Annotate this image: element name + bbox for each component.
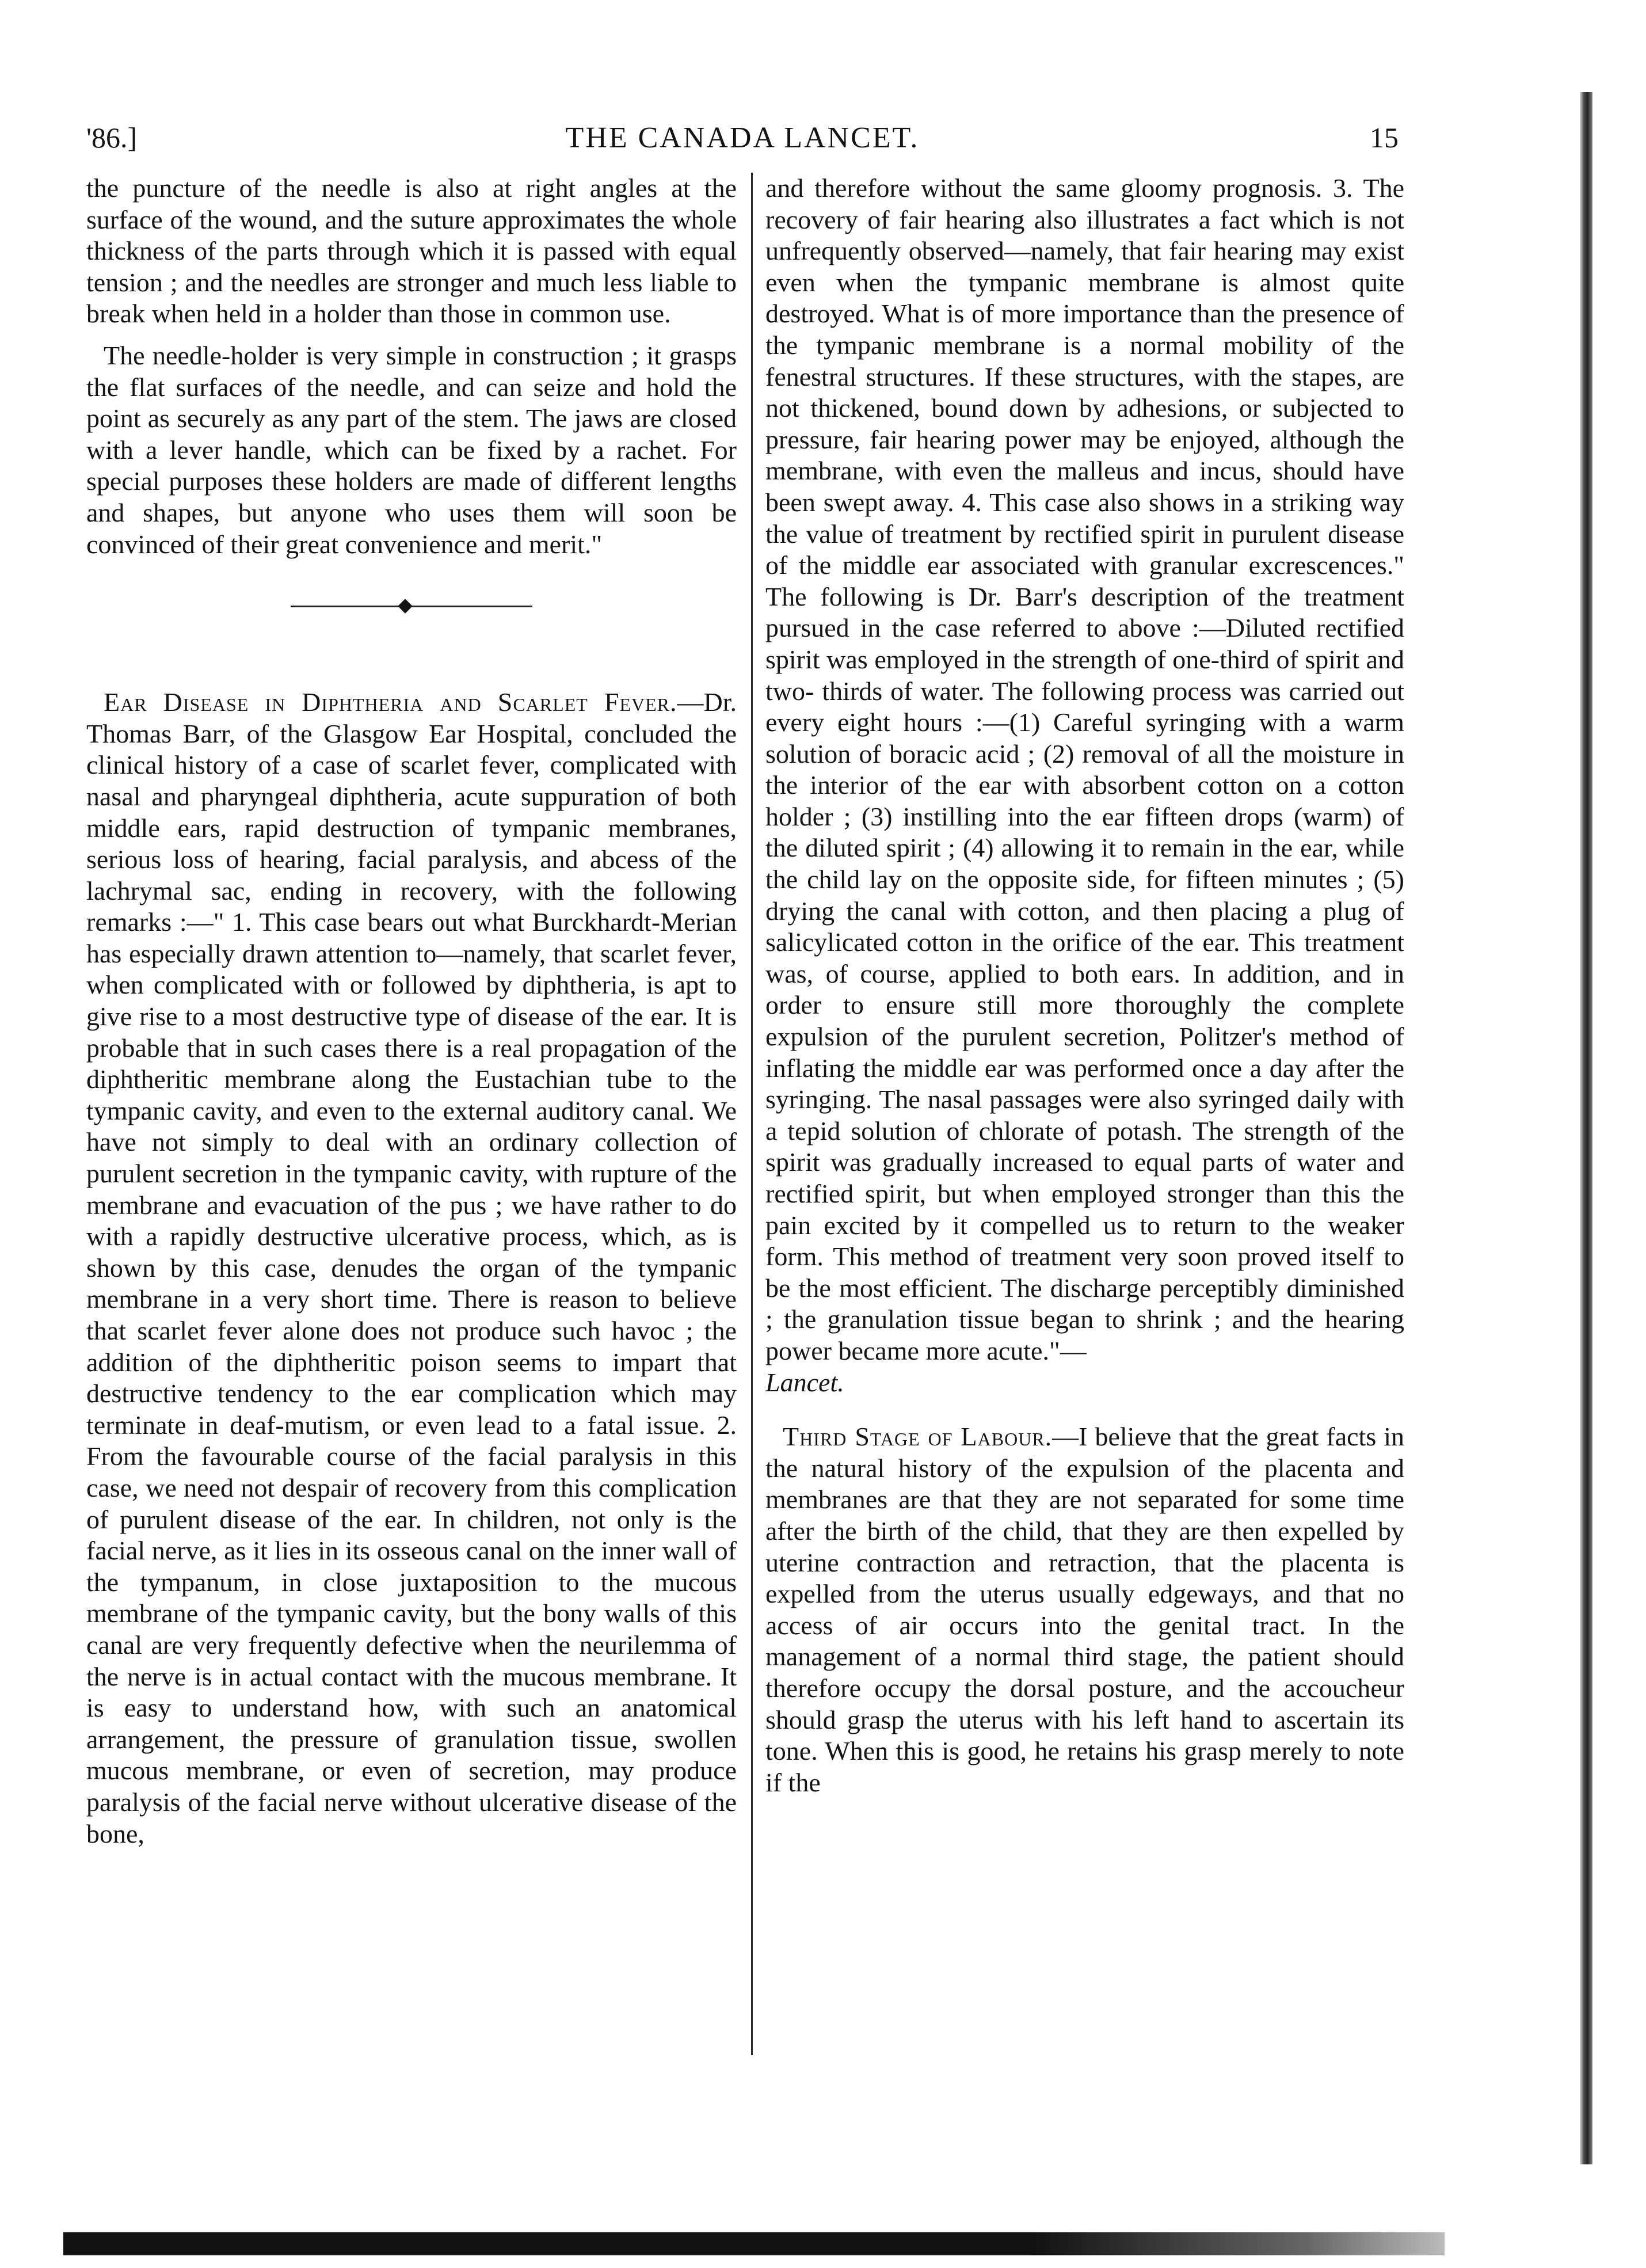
left-column (86, 173, 737, 1850)
divider-ornament (398, 599, 412, 613)
header-year: '86.] (86, 121, 138, 154)
section-divider (291, 600, 532, 612)
running-header (86, 115, 1399, 167)
column-rule (751, 173, 753, 2055)
page-number: 15 (1370, 121, 1399, 154)
ear-disease-heading: Ear Disease in Diphtheria and Scarlet Fever. (104, 687, 677, 717)
ear-disease-article (86, 687, 737, 1850)
source-citation: Lancet. (765, 1367, 844, 1397)
scan-edge-shadow (1580, 92, 1592, 2164)
journal-title: THE CANADA LANCET. (565, 121, 920, 154)
third-stage-heading: Third Stage of Labour. (783, 1422, 1053, 1452)
right-column (765, 173, 1404, 1798)
ear-disease-continued (765, 173, 1404, 1398)
needle-holder-paragraph: The needle-holder is very simple in construction ; it grasps the flat surfaces of the needle, and can seize and hold the point as securely as any part of the stem. The jaws are closed with a lever handle, which can be fixed by a rachet. For special purposes these holders are made of different lengths and shapes, but anyone who uses them will soon be convinced of their great convenience and merit." (86, 340, 737, 559)
third-stage-article (765, 1421, 1404, 1798)
needle-paragraph: the puncture of the needle is also at right angles at the surface of the wound, and the suture approximates the whole thickness of the parts through which it is passed with equal tension ; and the needles are stronger and much less liable to break when held in a holder than those in common use. (86, 173, 737, 329)
ear-disease-continued-text: and therefore without the same gloomy prognosis. 3. The recovery of fair hearing also illustrates a fact which is not unfrequently observed—namely, that fair hearing may exist even when the tympanic membrane is almost quite destroyed. What is of more importance than the presence of the tympanic membrane is a normal mobility of the fenestral structures. If these structures, with the stapes, are not thickened, bound down by adhesions, or subjected to pressure, fair hearing power may be enjoyed, although the membrane, with even the malleus and incus, should have been swept away. 4. This case also shows in a striking way the value of treatment by rectified spirit in purulent disease of the middle ear associated with granular excrescences." The following is Dr. Barr's description of the treatment pursued in the case referred to above :—Diluted rectified spirit was employed in the strength of one-third of spirit and two- thirds of water. The following process was carried out every eight hours :—(1) Careful syringing with a warm solution of boracic acid ; (2) removal of all the moisture in the interior of the ear with absorbent cotton on a cotton holder ; (3) instilling into the ear fifteen drops (warm) of the diluted spirit ; (4) allowing it to remain in the ear, while the child lay on the opposite side, for fifteen minutes ; (5) drying the canal with cotton, and then placing a plug of salicylicated cotton in the orifice of the ear. This treatment was, of course, applied to both ears. In addition, and in order to ensure still more thoroughly the complete expulsion of the purulent secretion, Politzer's method of inflating the middle ear was performed once a day after the syringing. The nasal passages were also syringed daily with a tepid solution of chlorate of potash. The strength of the spirit was gradually increased to equal parts of water and rectified spirit, but when employed stronger than this the pain excited by it compelled us to return to the weaker form. This method of treatment very soon proved itself to be the most efficient. The discharge perceptibly diminished ; the granulation tissue began to shrink ; and the hearing power became more acute."— (765, 173, 1404, 1365)
scan-bottom-shadow (63, 2232, 1445, 2255)
third-stage-body: —I believe that the great facts in the natural history of the expulsion of the placenta and membranes are that they are not separated for some time after the birth of the child, that they are then expelled by uterine contraction and retraction, that the placenta is expelled from the uterus usually edgeways, and that no access of air occurs into the genital tract. In the management of a normal third stage, the patient should therefore occupy the dorsal posture, and the accoucheur should grasp the uterus with his left hand to ascertain its tone. When this is good, he retains his grasp merely to note if the (765, 1422, 1405, 1797)
ear-disease-body: —Dr. Thomas Barr, of the Glasgow Ear Hospital, concluded the clinical history of a case of scarlet fever, complicated with nasal and pharyngeal diphtheria, acute suppuration of both middle ears, rapid destruction of tympanic membranes, serious loss of hearing, facial paralysis, and abcess of the lachrymal sac, ending in recovery, with the following remarks :—" 1. This case bears out what Burckhardt-Merian has especially drawn attention to—namely, that scarlet fever, when complicated with or followed by diphtheria, is apt to give rise to a most destructive type of disease of the ear. It is probable that in such cases there is a real propagation of the diphtheritic membrane along the Eustachian tube to the tympanic cavity, and even to the external auditory canal. We have not simply to deal with an ordinary collection of purulent secretion in the tympanic cavity, with rupture of the membrane and evacuation of the pus ; we have rather to do with a rapidly destructive ulcerative process, which, as is shown by this case, denudes the organ of the tympanic membrane in a very short time. There is reason to believe that scarlet fever alone does not produce such havoc ; the addition of the diphtheritic poison seems to impart that destructive tendency to the ear complication which may terminate in deaf-mutism, or even lead to a fatal issue. 2. From the favourable course of the facial paralysis in this case, we need not despair of recovery from this complication of purulent disease of the ear. In children, not only is the facial nerve, as it lies in its osseous canal on the inner wall of the tympanum, in close juxtaposition to the mucous membrane of the tympanic cavity, but the bony walls of this canal are very frequently defective when the neurilemma of the nerve is in actual contact with the mucous membrane. It is easy to understand how, with such an anatomical arrangement, the pressure of granulation tissue, swollen mucous membrane, or even of secretion, may produce paralysis of the facial nerve without ulcerative disease of the bone, (86, 687, 737, 1848)
